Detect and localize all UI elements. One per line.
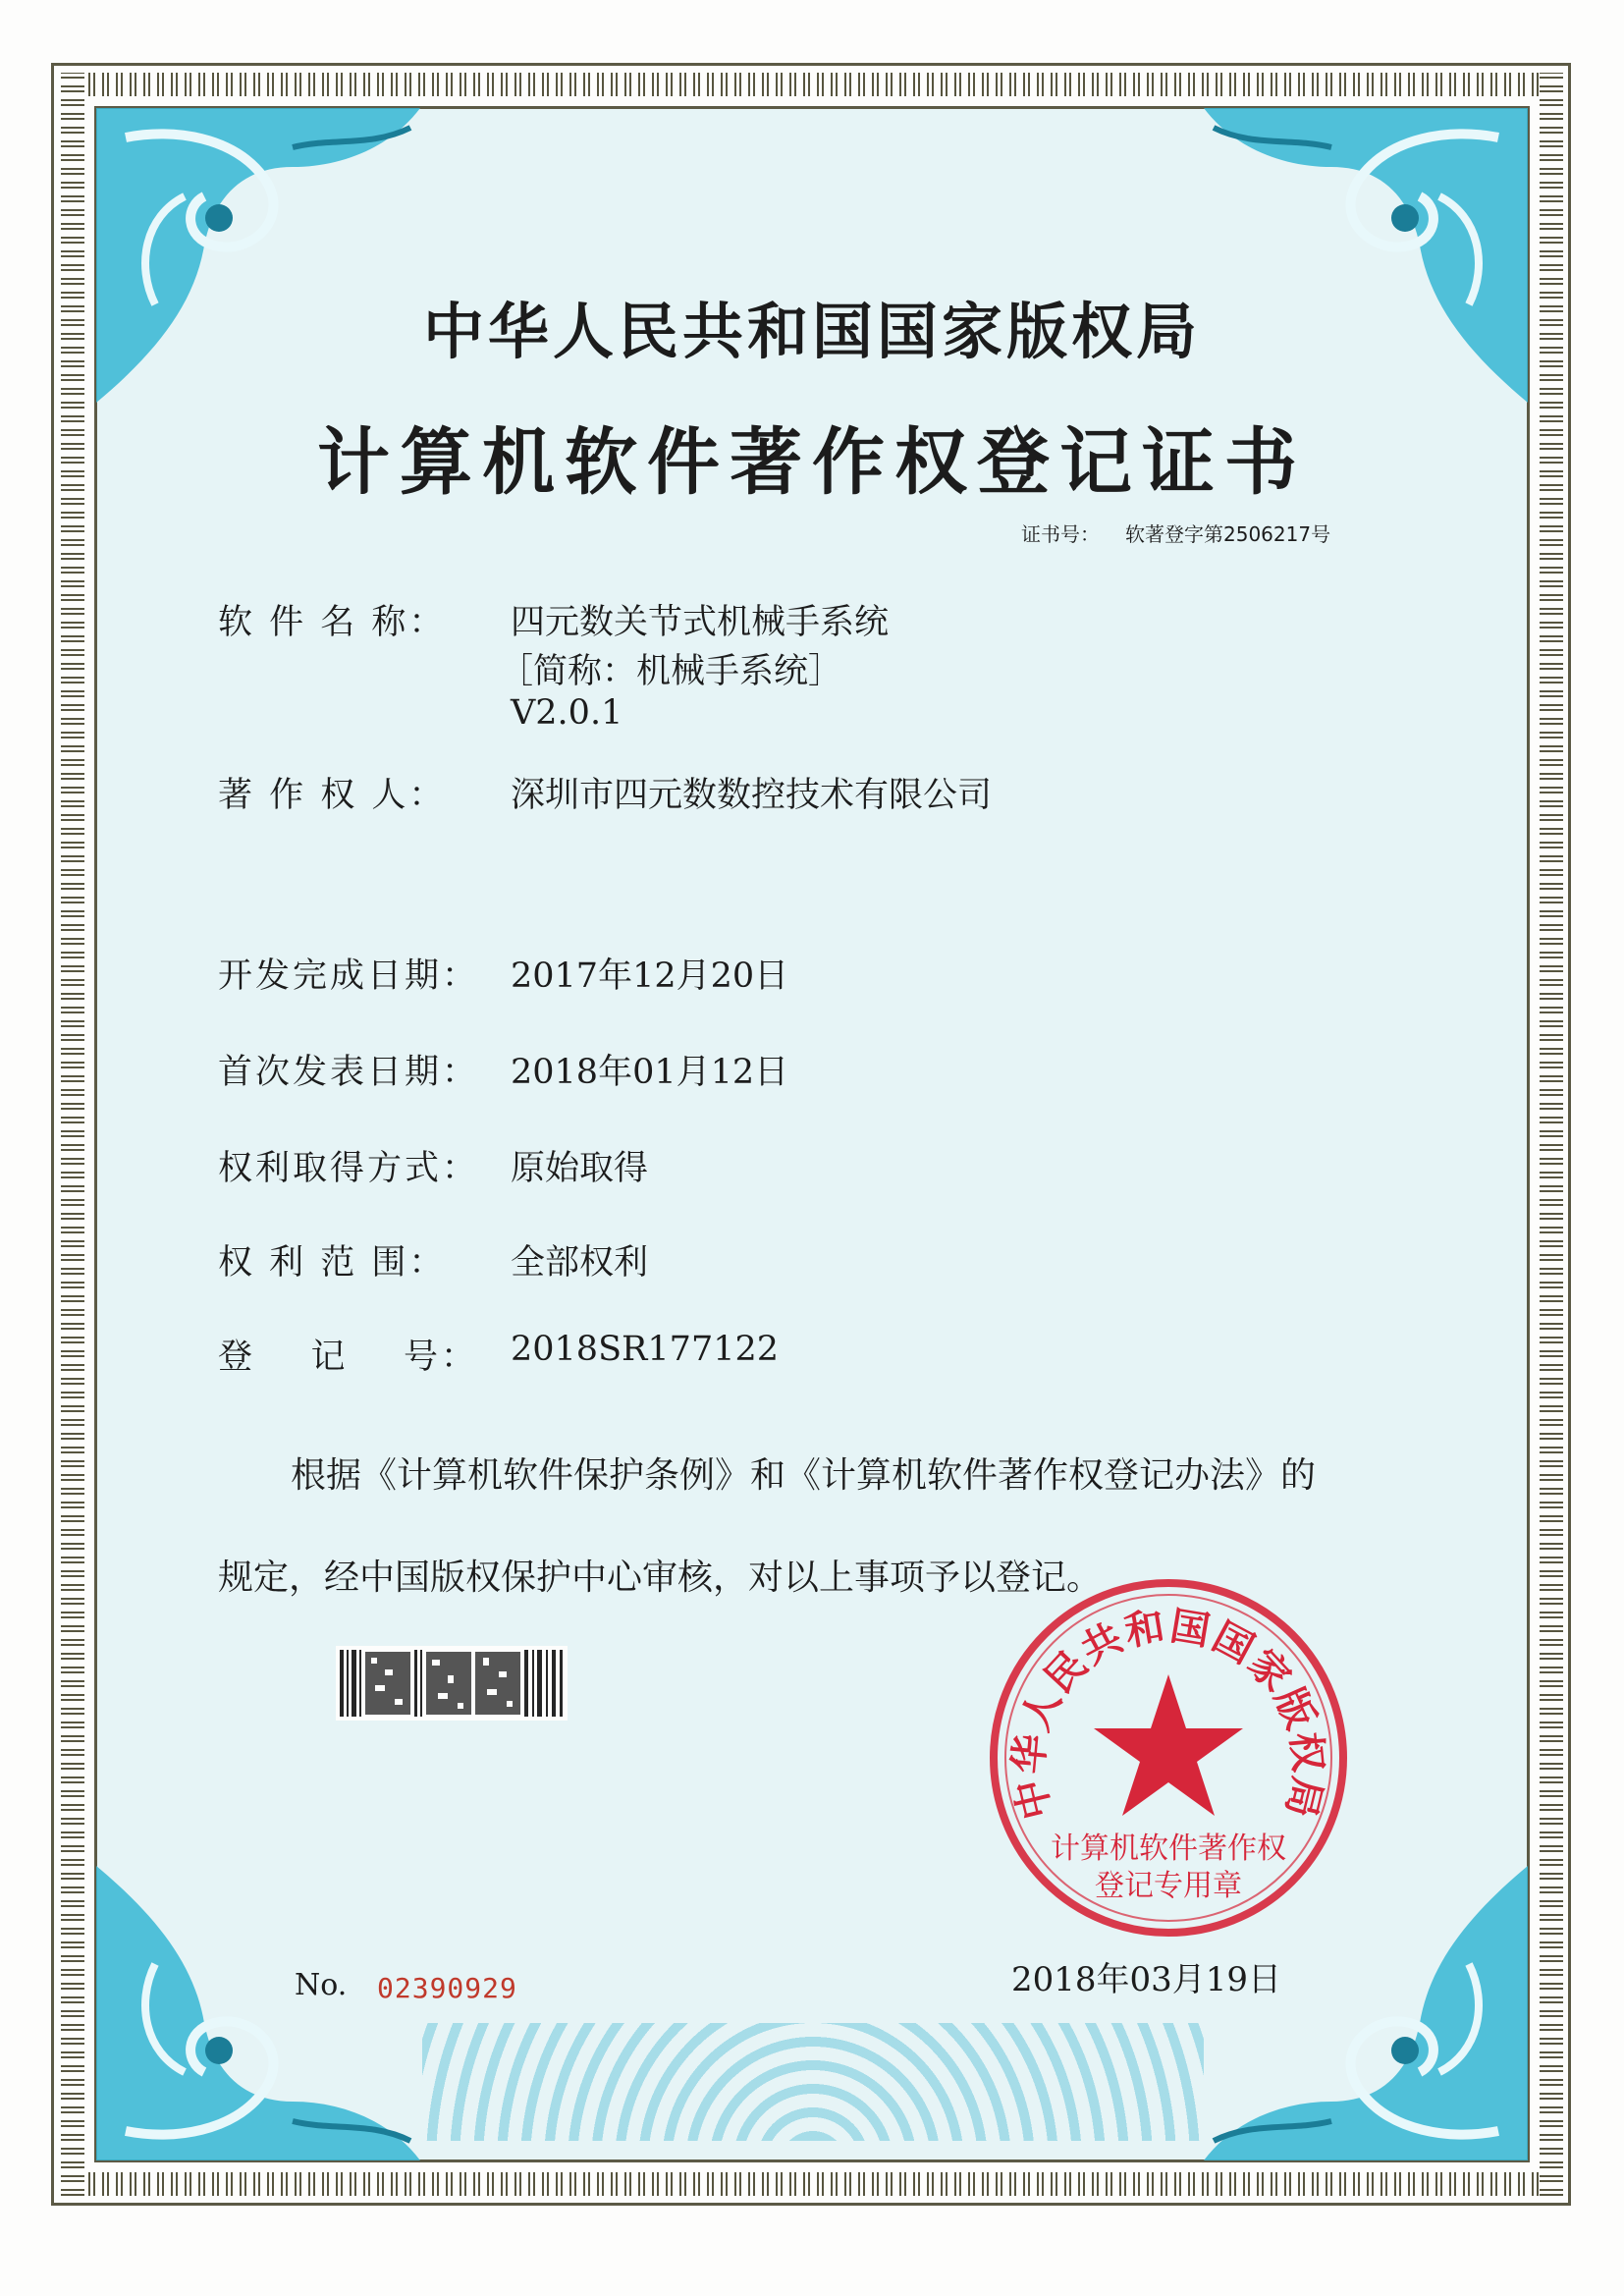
software-name: 四元数关节式机械手系统	[511, 603, 890, 642]
owner-name: 深圳市四元数数控技术有限公司	[511, 776, 993, 815]
dev-date-label: 开发完成日期：	[218, 957, 480, 996]
seal-inner-line-1: 计算机软件著作权	[1051, 1831, 1286, 1866]
owner-label: 著 作 权 人：	[218, 776, 447, 815]
serial-number-label: No.	[295, 1968, 348, 2002]
certificate-title: 计算机软件著作权登记证书	[317, 420, 1307, 505]
seal-inner-line-2: 登记专用章	[1095, 1869, 1242, 1903]
official-seal	[982, 1571, 1355, 1944]
certificate-number-label: 证书号：	[1021, 522, 1100, 546]
key-border-bottom	[61, 2172, 1563, 2196]
rights-scope-label: 权 利 范 围：	[218, 1243, 447, 1283]
acquire-method-label: 权利取得方式：	[218, 1149, 480, 1188]
corner-ornament-bottom-left	[96, 1866, 420, 2160]
certificate-number	[1021, 519, 1356, 547]
bottom-ornament-band	[422, 2023, 1204, 2141]
seal-star-icon	[1094, 1674, 1243, 1816]
issue-date: 2018年03月19日	[1011, 1960, 1282, 1999]
seal-ring-text: 中华人民共和国国家版权局	[1005, 1604, 1331, 1824]
software-short-name: ［简称：机械手系统］	[499, 652, 843, 691]
key-border-top	[61, 73, 1563, 96]
pub-date-label: 首次发表日期：	[218, 1053, 480, 1092]
serial-number: 02390929	[377, 1972, 517, 2004]
pub-date: 2018年01月12日	[511, 1053, 789, 1092]
registration-number: 2018SR177122	[511, 1330, 780, 1369]
registration-number-label: 登 记 号：	[218, 1338, 479, 1377]
statement-line-1: 根据《计算机软件保护条例》和《计算机软件著作权登记办法》的	[291, 1455, 1317, 1496]
software-version: V2.0.1	[511, 693, 623, 733]
barcode-image	[336, 1646, 568, 1721]
statement-line-2: 规定，经中国版权保护中心审核，对以上事项予以登记。	[218, 1558, 1103, 1598]
acquire-method: 原始取得	[511, 1149, 649, 1188]
certificate-number-value: 软著登字第2506217号	[1125, 522, 1331, 546]
key-border-right	[1540, 73, 1563, 2196]
issuing-authority: 中华人民共和国国家版权局	[422, 296, 1201, 367]
dev-date: 2017年12月20日	[511, 957, 789, 996]
key-border-left	[61, 73, 84, 2196]
software-name-label: 软 件 名 称：	[218, 603, 447, 642]
rights-scope: 全部权利	[511, 1243, 649, 1283]
